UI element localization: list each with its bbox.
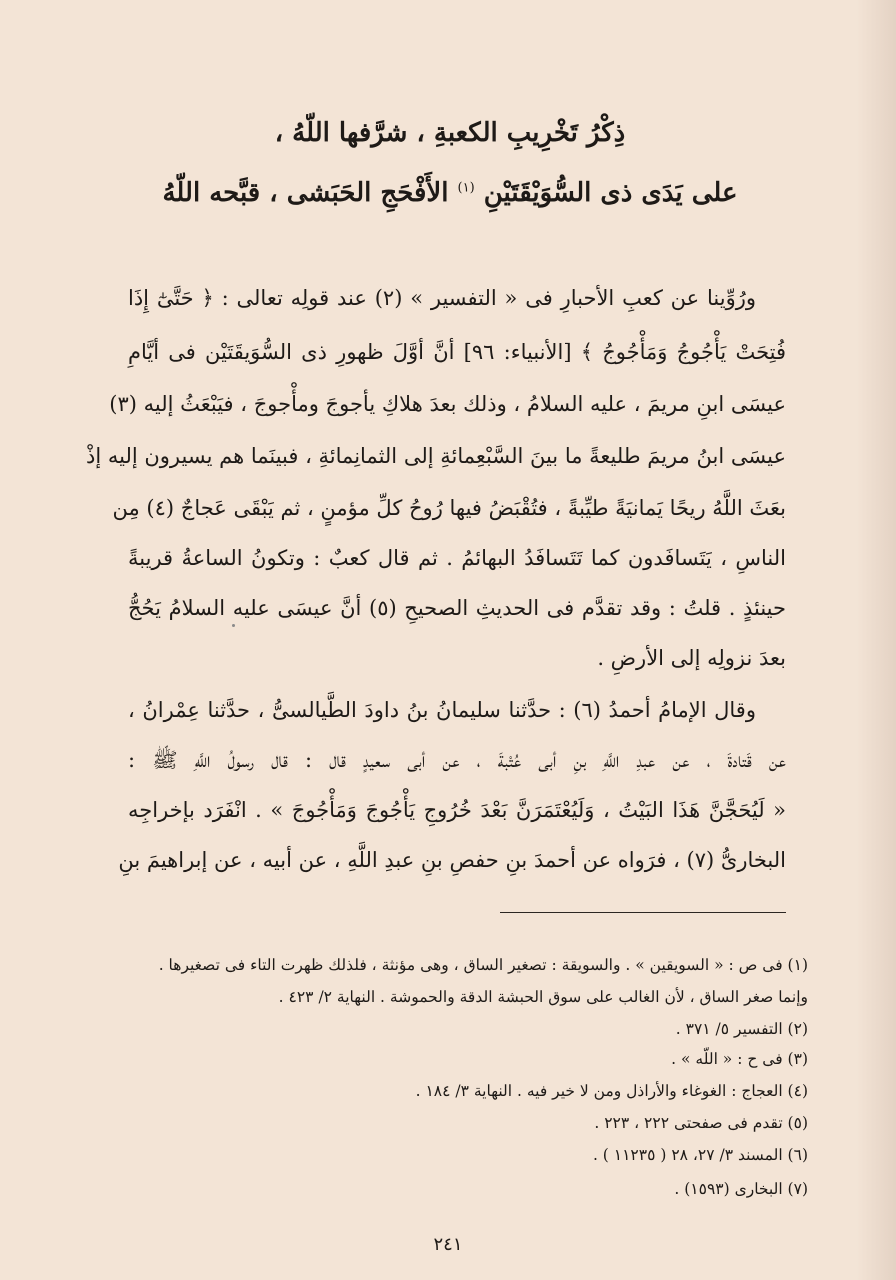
footnote: (٥) تقدم فى صفحتى ٢٢٢ ، ٢٢٣ . — [594, 1114, 808, 1132]
body-line: « لَيُحَجَّنَّ هَذَا البَيْتُ ، وَلَيُعْتَمَرَنَّ بَعْدَ خُرُوجِ يَأْجُوجَ وَمَأْجُوجَ » . انْفَرَد بإخراجِه — [128, 798, 786, 822]
footnote: وإنما صغر الساق ، لأن الغالب على سوق الحبشة الدقة والحموشة . النهاية ٢/ ٤٢٣ . — [278, 988, 808, 1006]
body-line: الناسِ ، يَتَسافَدون كما تَتَسافَدُ البهائمُ . ثم قال كعبٌ : وتكونُ الساعةُ قريبةً — [128, 546, 786, 570]
chapter-title-line-2 — [100, 178, 800, 208]
ink-speck — [232, 624, 235, 627]
chapter-title-line-1: ذِكْرُ تَخْرِيبِ الكعبةِ ، شرَّفها اللّهُ ، — [274, 118, 626, 148]
title-part-a: على يَدَى ذى السُّوَيْقَتَيْنِ — [483, 178, 738, 208]
body-line: ورُوِّينا عن كعبِ الأحبارِ فى « التفسير » (٢) عند قولِه تعالى : ﴿ حَتَّىٰٓ إِذَا — [128, 286, 757, 310]
body-line: وقال الإمامُ أحمدُ (٦) : حدَّثنا سليمانُ بنُ داودَ الطَّيالسىُّ ، حدَّثنا عِمْرانُ ، — [128, 698, 756, 722]
footnote: (٢) التفسير ٥/ ٣٧١ . — [675, 1020, 808, 1038]
body-line: بعَثَ اللَّهُ ريحًا يَمانيَةً طيِّبةً ، فتُقْبَضُ فيها رُوحُ كلِّ مؤمنٍ ، ثم يَبْقَى عَجاجٌ (٤) مِن — [112, 496, 786, 520]
body-line: عيسَى ابنُ مريمَ طليعةً ما بينَ السَّبْعِمائةِ إلى الثمانِمائةِ ، فبينَما هم يسيرون إليه إذْ — [86, 444, 786, 468]
footnote: (١) فى ص : « السويقين » . والسويقة : تصغير الساق ، وهى مؤنثة ، فلذلك ظهرت التاء فى تصغيرها . — [158, 956, 808, 974]
body-line: حينئذٍ . قلتُ : وقد تقدَّم فى الحديثِ الصحيحِ (٥) أنَّ عيسَى عليه السلامُ يَحُجُّ — [128, 596, 787, 620]
footnote-ref: (١) — [457, 180, 475, 196]
page-number: ٢٤١ — [433, 1234, 463, 1255]
body-line: البخارىُّ (٧) ، فرَواه عن أحمدَ بنِ حفصِ بنِ عبدِ اللَّهِ ، عن أبيه ، عن إبراهيمَ بنِ — [118, 848, 786, 872]
footnote-separator — [500, 912, 786, 913]
footnote: (٧) البخارى (١٥٩٣) . — [674, 1180, 808, 1198]
body-line: بعدَ نزولِه إلى الأرضِ . — [597, 646, 786, 670]
footnote: (٤) العجاج : الغوغاء والأراذل ومن لا خير فيه . النهاية ٣/ ١٨٤ . — [415, 1082, 808, 1100]
title-part-b: الأَفْحَجِ الحَبَشى ، قبَّحه اللّهُ — [162, 178, 449, 208]
footnote: (٣) فى ح : « اللّه » . — [671, 1050, 808, 1068]
body-line: عيسَى ابنِ مريمَ ، عليه السلامُ ، وذلك بعدَ هلاكِ يأجوجَ ومأْجوجَ ، فيَبْعَثُ إليه (٣) — [109, 392, 786, 416]
page-edge-shadow — [856, 0, 896, 1280]
body-line: فُتِحَتْ يَأْجُوجُ وَمَأْجُوجُ ﴾ [الأنبياء: ٩٦] أنَّ أوَّلَ ظهورِ ذى السُّوَيقَتَيْن فى أيَّامِ — [128, 340, 786, 364]
body-line: عن قَتادةَ ، عن عبدِ اللَّهِ بنِ أبى عُتْبةَ ، عن أبى سعيدٍ قال : قال رسولُ اللَّهِ ﷺ : — [128, 748, 786, 772]
footnote: (٦) المسند ٣/ ٢٧، ٢٨ ( ١١٢٣٥ ) . — [592, 1146, 808, 1164]
